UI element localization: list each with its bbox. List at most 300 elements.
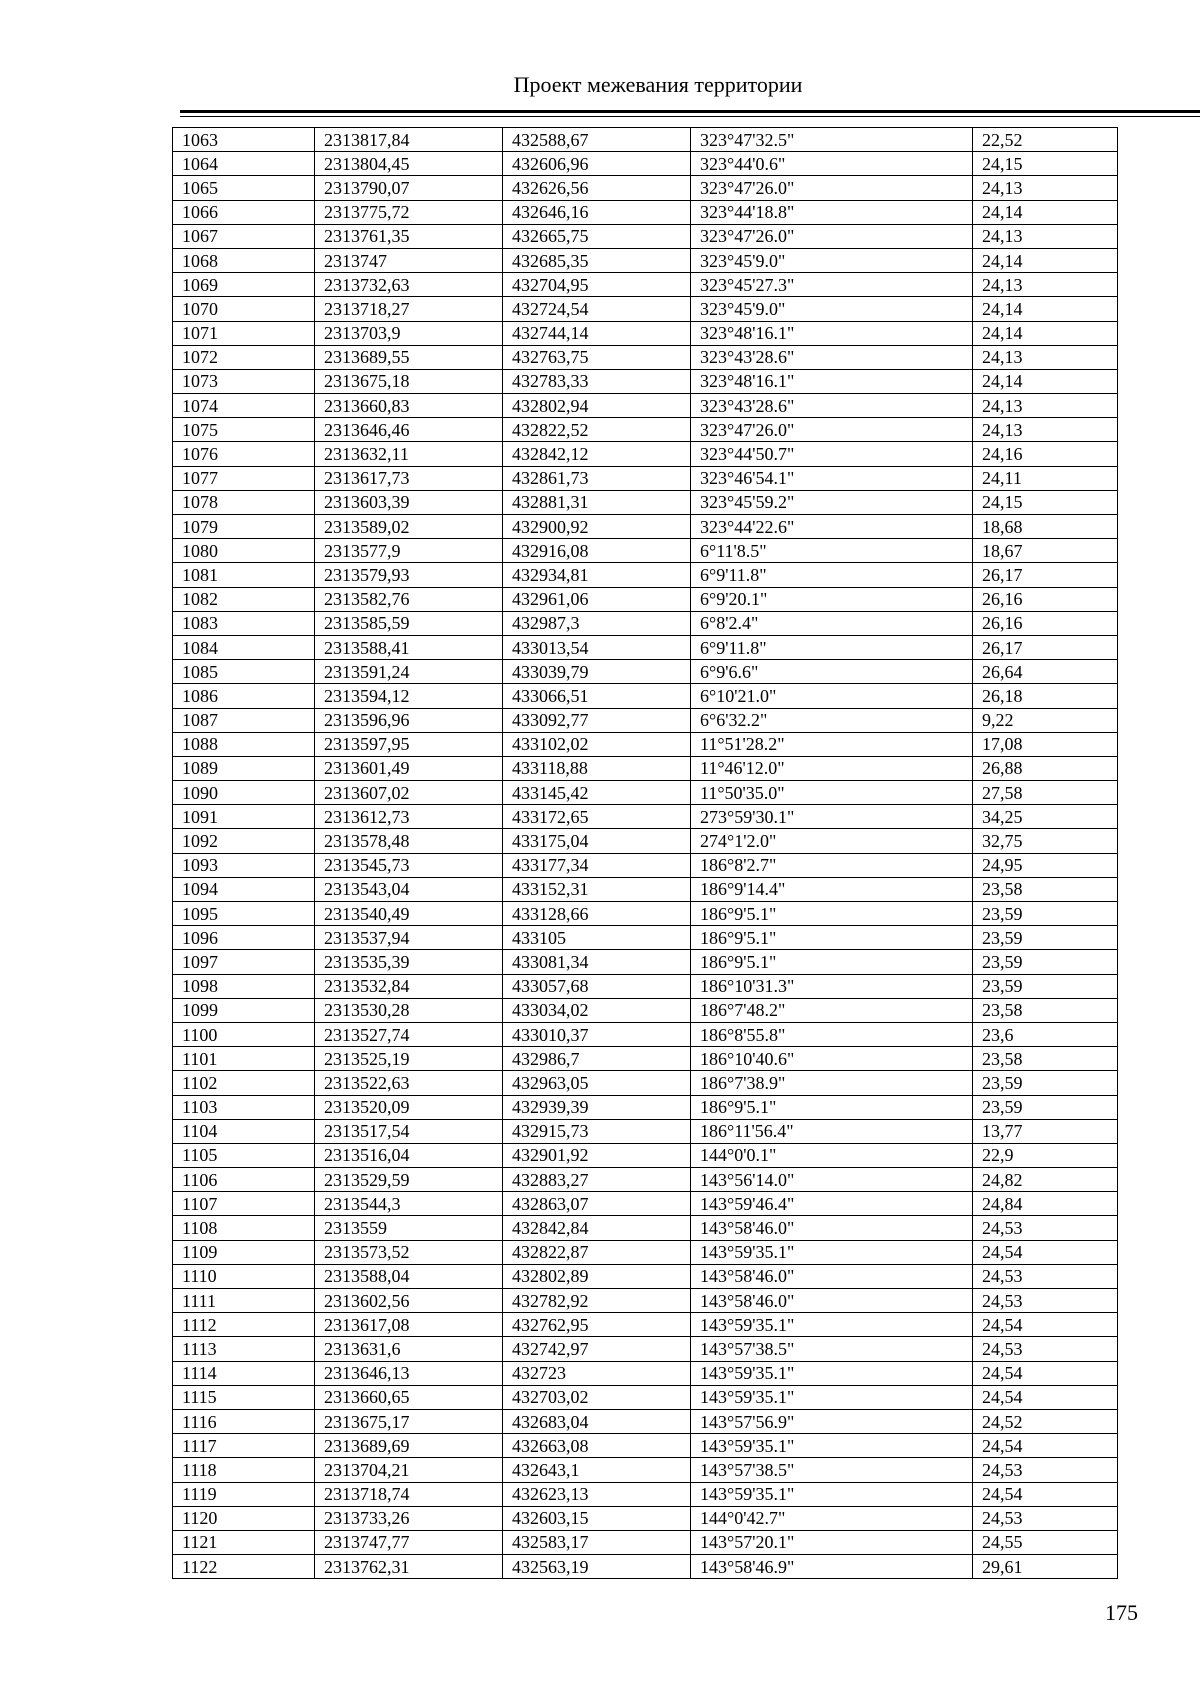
table-row [173,998,1118,1022]
point-number-cell: 1082 [173,587,315,611]
point-number-cell: 1120 [173,1506,315,1530]
y-coordinate-cell: 432723 [503,1361,691,1385]
x-coordinate-cell: 2313527,74 [315,1022,503,1046]
point-number-cell: 1099 [173,998,315,1022]
y-coordinate-cell: 432606,96 [503,152,691,176]
point-number-cell: 1081 [173,563,315,587]
table-row [173,611,1118,635]
direction-angle-cell: 143°59'35.1" [691,1361,973,1385]
x-coordinate-cell: 2313617,08 [315,1313,503,1337]
point-number-cell: 1080 [173,539,315,563]
table-row [173,1385,1118,1409]
y-coordinate-cell: 433010,37 [503,1022,691,1046]
y-coordinate-cell: 433102,02 [503,732,691,756]
x-coordinate-cell: 2313675,17 [315,1409,503,1433]
direction-angle-cell: 144°0'42.7" [691,1506,973,1530]
table-row [173,345,1118,369]
point-number-cell: 1118 [173,1458,315,1482]
y-coordinate-cell: 432588,67 [503,128,691,152]
direction-angle-cell: 143°58'46.0" [691,1264,973,1288]
length-cell: 22,9 [973,1143,1118,1167]
direction-angle-cell: 11°46'12.0" [691,756,973,780]
table-row [173,1216,1118,1240]
y-coordinate-cell: 432782,92 [503,1289,691,1313]
point-number-cell: 1098 [173,974,315,998]
length-cell: 23,59 [973,926,1118,950]
point-number-cell: 1084 [173,635,315,659]
direction-angle-cell: 143°58'46.0" [691,1216,973,1240]
direction-angle-cell: 323°45'9.0" [691,248,973,272]
direction-angle-cell: 6°10'21.0" [691,684,973,708]
point-number-cell: 1094 [173,877,315,901]
y-coordinate-cell: 433034,02 [503,998,691,1022]
length-cell: 24,14 [973,297,1118,321]
point-number-cell: 1108 [173,1216,315,1240]
table-row [173,418,1118,442]
x-coordinate-cell: 2313607,02 [315,781,503,805]
table-row [173,1022,1118,1046]
y-coordinate-cell: 432685,35 [503,248,691,272]
y-coordinate-cell: 433081,34 [503,950,691,974]
point-number-cell: 1089 [173,756,315,780]
length-cell: 26,18 [973,684,1118,708]
direction-angle-cell: 273°59'30.1" [691,805,973,829]
length-cell: 34,25 [973,805,1118,829]
length-cell: 24,53 [973,1337,1118,1361]
direction-angle-cell: 6°8'2.4" [691,611,973,635]
y-coordinate-cell: 432842,84 [503,1216,691,1240]
direction-angle-cell: 143°57'38.5" [691,1458,973,1482]
direction-angle-cell: 143°59'35.1" [691,1385,973,1409]
length-cell: 24,53 [973,1264,1118,1288]
x-coordinate-cell: 2313612,73 [315,805,503,829]
x-coordinate-cell: 2313594,12 [315,684,503,708]
point-number-cell: 1065 [173,176,315,200]
y-coordinate-cell: 433118,88 [503,756,691,780]
point-number-cell: 1091 [173,805,315,829]
length-cell: 27,58 [973,781,1118,805]
table-row [173,1168,1118,1192]
table-row [173,829,1118,853]
table-row [173,152,1118,176]
y-coordinate-cell: 432939,39 [503,1095,691,1119]
length-cell: 23,59 [973,1071,1118,1095]
direction-angle-cell: 323°47'26.0" [691,418,973,442]
point-number-cell: 1063 [173,128,315,152]
direction-angle-cell: 186°9'14.4" [691,877,973,901]
y-coordinate-cell: 432783,33 [503,369,691,393]
length-cell: 23,58 [973,1047,1118,1071]
y-coordinate-cell: 432563,19 [503,1555,691,1579]
direction-angle-cell: 143°59'35.1" [691,1482,973,1506]
y-coordinate-cell: 432900,92 [503,515,691,539]
y-coordinate-cell: 432744,14 [503,321,691,345]
direction-angle-cell: 186°9'5.1" [691,1095,973,1119]
direction-angle-cell: 186°9'5.1" [691,950,973,974]
table-row [173,515,1118,539]
x-coordinate-cell: 2313537,94 [315,926,503,950]
direction-angle-cell: 6°9'11.8" [691,563,973,587]
direction-angle-cell: 274°1'2.0" [691,829,973,853]
table-row [173,1289,1118,1313]
table-row [173,297,1118,321]
table-row [173,708,1118,732]
y-coordinate-cell: 433175,04 [503,829,691,853]
y-coordinate-cell: 433177,34 [503,853,691,877]
point-number-cell: 1073 [173,369,315,393]
x-coordinate-cell: 2313589,02 [315,515,503,539]
length-cell: 23,58 [973,998,1118,1022]
point-number-cell: 1095 [173,902,315,926]
length-cell: 24,13 [973,224,1118,248]
length-cell: 24,14 [973,200,1118,224]
x-coordinate-cell: 2313733,26 [315,1506,503,1530]
length-cell: 24,14 [973,248,1118,272]
x-coordinate-cell: 2313544,3 [315,1192,503,1216]
y-coordinate-cell: 432643,1 [503,1458,691,1482]
x-coordinate-cell: 2313804,45 [315,152,503,176]
point-number-cell: 1093 [173,853,315,877]
point-number-cell: 1104 [173,1119,315,1143]
y-coordinate-cell: 433145,42 [503,781,691,805]
point-number-cell: 1072 [173,345,315,369]
length-cell: 24,13 [973,418,1118,442]
length-cell: 17,08 [973,732,1118,756]
x-coordinate-cell: 2313529,59 [315,1168,503,1192]
x-coordinate-cell: 2313646,46 [315,418,503,442]
y-coordinate-cell: 432626,56 [503,176,691,200]
direction-angle-cell: 186°11'56.4" [691,1119,973,1143]
x-coordinate-cell: 2313577,9 [315,539,503,563]
point-number-cell: 1085 [173,660,315,684]
table-row [173,732,1118,756]
direction-angle-cell: 323°48'16.1" [691,369,973,393]
table-row [173,635,1118,659]
point-number-cell: 1102 [173,1071,315,1095]
y-coordinate-cell: 432822,87 [503,1240,691,1264]
length-cell: 26,16 [973,611,1118,635]
x-coordinate-cell: 2313578,48 [315,829,503,853]
direction-angle-cell: 143°57'20.1" [691,1530,973,1554]
coordinates-table-body [173,128,1118,1579]
point-number-cell: 1112 [173,1313,315,1337]
direction-angle-cell: 323°45'9.0" [691,297,973,321]
y-coordinate-cell: 432987,3 [503,611,691,635]
y-coordinate-cell: 432915,73 [503,1119,691,1143]
table-row [173,781,1118,805]
point-number-cell: 1116 [173,1409,315,1433]
table-row [173,853,1118,877]
table-row [173,1047,1118,1071]
length-cell: 24,54 [973,1240,1118,1264]
y-coordinate-cell: 433039,79 [503,660,691,684]
length-cell: 26,64 [973,660,1118,684]
point-number-cell: 1097 [173,950,315,974]
point-number-cell: 1076 [173,442,315,466]
y-coordinate-cell: 432704,95 [503,273,691,297]
table-row [173,1192,1118,1216]
length-cell: 24,53 [973,1289,1118,1313]
length-cell: 24,13 [973,394,1118,418]
length-cell: 24,15 [973,152,1118,176]
x-coordinate-cell: 2313747 [315,248,503,272]
length-cell: 24,13 [973,176,1118,200]
point-number-cell: 1119 [173,1482,315,1506]
table-row [173,369,1118,393]
length-cell: 26,17 [973,635,1118,659]
direction-angle-cell: 186°9'5.1" [691,926,973,950]
length-cell: 29,61 [973,1555,1118,1579]
point-number-cell: 1077 [173,466,315,490]
x-coordinate-cell: 2313601,49 [315,756,503,780]
y-coordinate-cell: 432934,81 [503,563,691,587]
table-row [173,1095,1118,1119]
direction-angle-cell: 323°46'54.1" [691,466,973,490]
y-coordinate-cell: 432603,15 [503,1506,691,1530]
direction-angle-cell: 143°59'35.1" [691,1240,973,1264]
table-row [173,587,1118,611]
direction-angle-cell: 323°44'22.6" [691,515,973,539]
point-number-cell: 1092 [173,829,315,853]
x-coordinate-cell: 2313790,07 [315,176,503,200]
x-coordinate-cell: 2313762,31 [315,1555,503,1579]
point-number-cell: 1075 [173,418,315,442]
y-coordinate-cell: 432663,08 [503,1434,691,1458]
table-row [173,442,1118,466]
x-coordinate-cell: 2313646,13 [315,1361,503,1385]
x-coordinate-cell: 2313675,18 [315,369,503,393]
table-row [173,684,1118,708]
length-cell: 24,13 [973,273,1118,297]
direction-angle-cell: 6°6'32.2" [691,708,973,732]
x-coordinate-cell: 2313603,39 [315,490,503,514]
direction-angle-cell: 186°7'38.9" [691,1071,973,1095]
direction-angle-cell: 186°8'55.8" [691,1022,973,1046]
table-row [173,1434,1118,1458]
x-coordinate-cell: 2313817,84 [315,128,503,152]
table-row [173,1555,1118,1579]
y-coordinate-cell: 432763,75 [503,345,691,369]
table-row [173,1264,1118,1288]
length-cell: 24,54 [973,1434,1118,1458]
x-coordinate-cell: 2313520,09 [315,1095,503,1119]
length-cell: 23,59 [973,950,1118,974]
length-cell: 26,16 [973,587,1118,611]
table-row [173,1482,1118,1506]
y-coordinate-cell: 432724,54 [503,297,691,321]
page-number: 175 [1105,1600,1138,1625]
length-cell: 24,14 [973,321,1118,345]
x-coordinate-cell: 2313559 [315,1216,503,1240]
x-coordinate-cell: 2313545,73 [315,853,503,877]
table-row [173,1313,1118,1337]
x-coordinate-cell: 2313588,04 [315,1264,503,1288]
point-number-cell: 1090 [173,781,315,805]
direction-angle-cell: 323°44'18.8" [691,200,973,224]
direction-angle-cell: 323°43'28.6" [691,345,973,369]
x-coordinate-cell: 2313689,69 [315,1434,503,1458]
direction-angle-cell: 323°45'27.3" [691,273,973,297]
y-coordinate-cell: 432986,7 [503,1047,691,1071]
y-coordinate-cell: 432762,95 [503,1313,691,1337]
x-coordinate-cell: 2313617,73 [315,466,503,490]
table-row [173,1119,1118,1143]
table-row [173,176,1118,200]
table-row [173,926,1118,950]
direction-angle-cell: 143°57'56.9" [691,1409,973,1433]
direction-angle-cell: 6°11'8.5" [691,539,973,563]
point-number-cell: 1101 [173,1047,315,1071]
point-number-cell: 1122 [173,1555,315,1579]
point-number-cell: 1064 [173,152,315,176]
x-coordinate-cell: 2313747,77 [315,1530,503,1554]
table-row [173,1506,1118,1530]
y-coordinate-cell: 432703,02 [503,1385,691,1409]
length-cell: 26,88 [973,756,1118,780]
y-coordinate-cell: 433152,31 [503,877,691,901]
table-row [173,756,1118,780]
direction-angle-cell: 186°10'31.3" [691,974,973,998]
table-row [173,1530,1118,1554]
direction-angle-cell: 186°10'40.6" [691,1047,973,1071]
length-cell: 24,16 [973,442,1118,466]
x-coordinate-cell: 2313632,11 [315,442,503,466]
x-coordinate-cell: 2313582,76 [315,587,503,611]
point-number-cell: 1115 [173,1385,315,1409]
direction-angle-cell: 323°47'32.5" [691,128,973,152]
direction-angle-cell: 11°51'28.2" [691,732,973,756]
point-number-cell: 1086 [173,684,315,708]
table-row [173,1458,1118,1482]
direction-angle-cell: 143°59'35.1" [691,1434,973,1458]
length-cell: 24,95 [973,853,1118,877]
length-cell: 23,59 [973,974,1118,998]
direction-angle-cell: 143°58'46.9" [691,1555,973,1579]
table-row [173,950,1118,974]
point-number-cell: 1111 [173,1289,315,1313]
table-row [173,563,1118,587]
y-coordinate-cell: 432842,12 [503,442,691,466]
direction-angle-cell: 6°9'6.6" [691,660,973,684]
length-cell: 24,14 [973,369,1118,393]
point-number-cell: 1083 [173,611,315,635]
length-cell: 23,6 [973,1022,1118,1046]
direction-angle-cell: 6°9'20.1" [691,587,973,611]
direction-angle-cell: 323°44'50.7" [691,442,973,466]
table-row [173,490,1118,514]
page-title: Проект межевания территории [513,72,803,97]
x-coordinate-cell: 2313660,65 [315,1385,503,1409]
table-row [173,224,1118,248]
direction-angle-cell: 186°7'48.2" [691,998,973,1022]
coordinates-table [172,127,1118,1579]
x-coordinate-cell: 2313704,21 [315,1458,503,1482]
y-coordinate-cell: 433057,68 [503,974,691,998]
table-row [173,539,1118,563]
x-coordinate-cell: 2313732,63 [315,273,503,297]
direction-angle-cell: 143°59'35.1" [691,1313,973,1337]
table-row [173,248,1118,272]
length-cell: 24,53 [973,1506,1118,1530]
x-coordinate-cell: 2313718,74 [315,1482,503,1506]
point-number-cell: 1070 [173,297,315,321]
x-coordinate-cell: 2313540,49 [315,902,503,926]
table-row [173,974,1118,998]
table-row [173,1409,1118,1433]
y-coordinate-cell: 433092,77 [503,708,691,732]
length-cell: 24,11 [973,466,1118,490]
table-row [173,273,1118,297]
x-coordinate-cell: 2313516,04 [315,1143,503,1167]
x-coordinate-cell: 2313588,41 [315,635,503,659]
point-number-cell: 1100 [173,1022,315,1046]
y-coordinate-cell: 432623,13 [503,1482,691,1506]
direction-angle-cell: 323°47'26.0" [691,224,973,248]
length-cell: 23,58 [973,877,1118,901]
point-number-cell: 1117 [173,1434,315,1458]
table-row [173,321,1118,345]
y-coordinate-cell: 433066,51 [503,684,691,708]
direction-angle-cell: 144°0'0.1" [691,1143,973,1167]
point-number-cell: 1103 [173,1095,315,1119]
length-cell: 24,13 [973,345,1118,369]
x-coordinate-cell: 2313522,63 [315,1071,503,1095]
x-coordinate-cell: 2313602,56 [315,1289,503,1313]
table-row [173,902,1118,926]
point-number-cell: 1087 [173,708,315,732]
y-coordinate-cell: 432901,92 [503,1143,691,1167]
length-cell: 32,75 [973,829,1118,853]
y-coordinate-cell: 432683,04 [503,1409,691,1433]
x-coordinate-cell: 2313689,55 [315,345,503,369]
y-coordinate-cell: 432881,31 [503,490,691,514]
point-number-cell: 1088 [173,732,315,756]
point-number-cell: 1066 [173,200,315,224]
length-cell: 22,52 [973,128,1118,152]
table-row [173,394,1118,418]
x-coordinate-cell: 2313530,28 [315,998,503,1022]
y-coordinate-cell: 433128,66 [503,902,691,926]
length-cell: 26,17 [973,563,1118,587]
length-cell: 24,55 [973,1530,1118,1554]
length-cell: 18,68 [973,515,1118,539]
y-coordinate-cell: 432742,97 [503,1337,691,1361]
x-coordinate-cell: 2313543,04 [315,877,503,901]
direction-angle-cell: 143°58'46.0" [691,1289,973,1313]
table-row [173,1071,1118,1095]
x-coordinate-cell: 2313775,72 [315,200,503,224]
table-row [173,805,1118,829]
x-coordinate-cell: 2313761,35 [315,224,503,248]
length-cell: 24,54 [973,1313,1118,1337]
y-coordinate-cell: 432863,07 [503,1192,691,1216]
point-number-cell: 1079 [173,515,315,539]
length-cell: 24,54 [973,1385,1118,1409]
point-number-cell: 1105 [173,1143,315,1167]
point-number-cell: 1078 [173,490,315,514]
direction-angle-cell: 323°47'26.0" [691,176,973,200]
y-coordinate-cell: 432963,05 [503,1071,691,1095]
length-cell: 13,77 [973,1119,1118,1143]
y-coordinate-cell: 433013,54 [503,635,691,659]
y-coordinate-cell: 432961,06 [503,587,691,611]
x-coordinate-cell: 2313525,19 [315,1047,503,1071]
length-cell: 24,54 [973,1361,1118,1385]
length-cell: 24,15 [973,490,1118,514]
length-cell: 24,53 [973,1216,1118,1240]
direction-angle-cell: 323°48'16.1" [691,321,973,345]
direction-angle-cell: 323°43'28.6" [691,394,973,418]
